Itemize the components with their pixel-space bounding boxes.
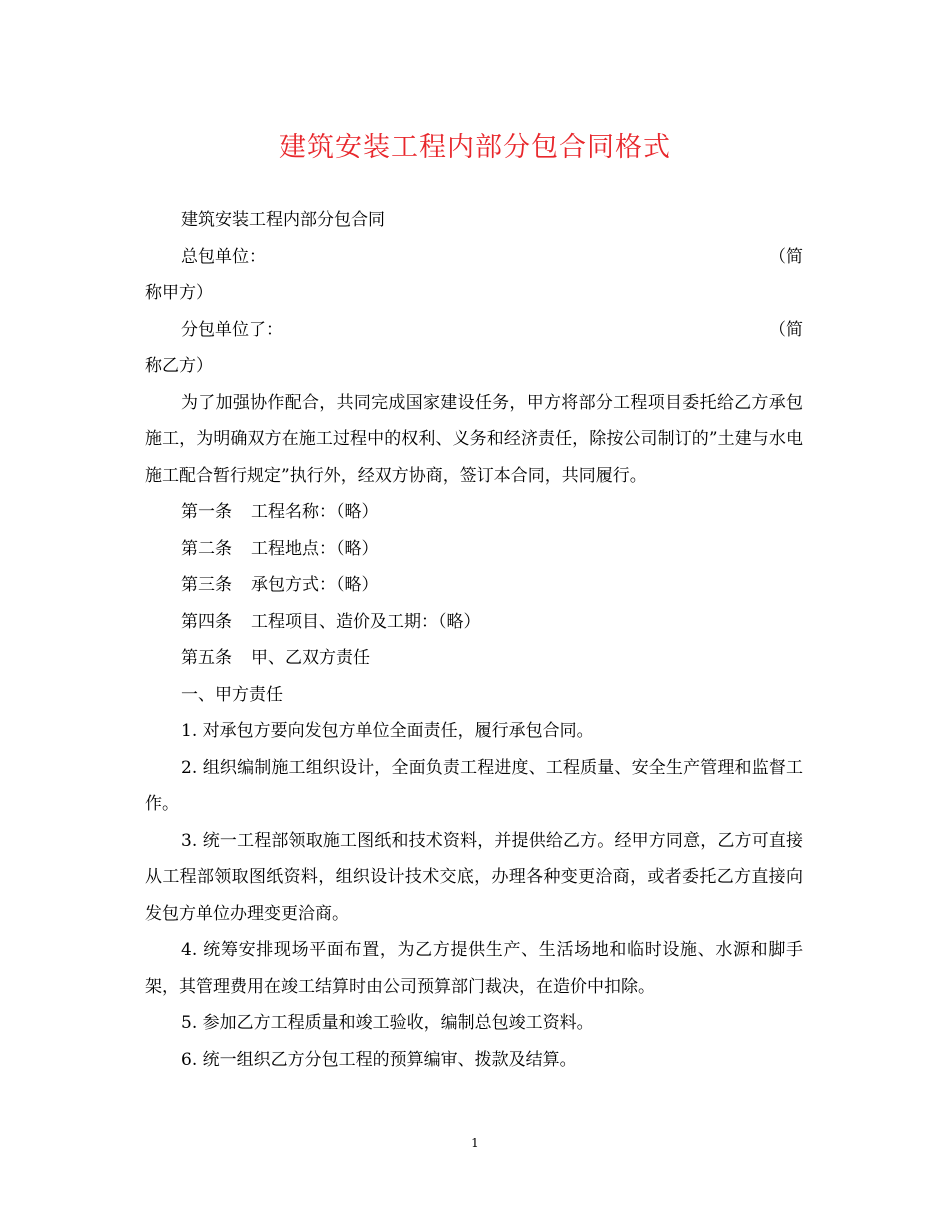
article-1: [145, 494, 803, 531]
party-a-abbrev-end: 称甲方）: [145, 283, 213, 303]
article-5: [145, 640, 803, 677]
party-b-abbrev-end: 称乙方）: [145, 356, 213, 376]
document-body: [145, 202, 803, 1078]
contract-name: 建筑安装工程内部分包合同: [181, 210, 385, 230]
article-number: 第四条: [181, 611, 232, 632]
party-b-abbrev-start: （简: [769, 319, 803, 340]
article-3: [145, 567, 803, 604]
list-item: 1. 对承包方要向发包方单位全面责任，履行承包合同。: [181, 721, 594, 741]
article-text: 工程名称：（略）: [251, 502, 379, 522]
party-a-abbrev-start: （简: [769, 246, 803, 267]
article-number: 第三条: [181, 575, 232, 595]
page-number: 1: [471, 1136, 479, 1150]
preamble-paragraph: 为了加强协作配合，共同完成国家建设任务，甲方将部分工程项目委托给乙方承包施工，为明确双方在施工过程中的权利、义务和经济责任，除按公司制订的”土建与水电施工配合暂行规定”执行外，经双方协商，签订本合同，共同履行。: [145, 392, 803, 486]
party-b-label: 分包单位了：: [181, 319, 283, 340]
party-a-line: [145, 239, 803, 276]
list-item: 5. 参加乙方工程质量和竣工验收，编制总包竣工资料。: [181, 1013, 594, 1033]
list-item: 4. 统筹安排现场平面布置，为乙方提供生产、生活场地和临时设施、水源和脚手架，其管理费用在竣工结算时由公司预算部门裁决，在造价中扣除。: [145, 940, 803, 997]
list-item: 6. 统一组织乙方分包工程的预算编审、拨款及结算。: [181, 1049, 577, 1070]
article-text: 承包方式：（略）: [251, 575, 379, 595]
party-b-line: [145, 312, 803, 349]
article-text: 甲、乙双方责任: [251, 648, 370, 668]
article-text: 工程项目、造价及工期：（略）: [251, 611, 481, 632]
article-2: [145, 531, 803, 568]
article-4: [145, 604, 803, 641]
section-heading: 一、甲方责任: [181, 684, 283, 705]
article-number: 第二条: [181, 538, 232, 559]
list-item: 3. 统一工程部领取施工图纸和技术资料，并提供给乙方。经甲方同意，乙方可直接从工程部领取图纸资料，组织设计技术交底，办理各种变更洽商，或者委托乙方直接向发包方单位办理变更洽商。: [145, 830, 803, 924]
article-number: 第五条: [181, 648, 232, 668]
party-a-label: 总包单位：: [181, 246, 266, 267]
article-number: 第一条: [181, 502, 232, 522]
list-item: 2. 组织编制施工组织设计，全面负责工程进度、工程质量、安全生产管理和监督工作。: [145, 757, 803, 814]
document-title: 建筑安装工程内部分包合同格式: [279, 132, 671, 163]
article-text: 工程地点：（略）: [251, 538, 379, 559]
